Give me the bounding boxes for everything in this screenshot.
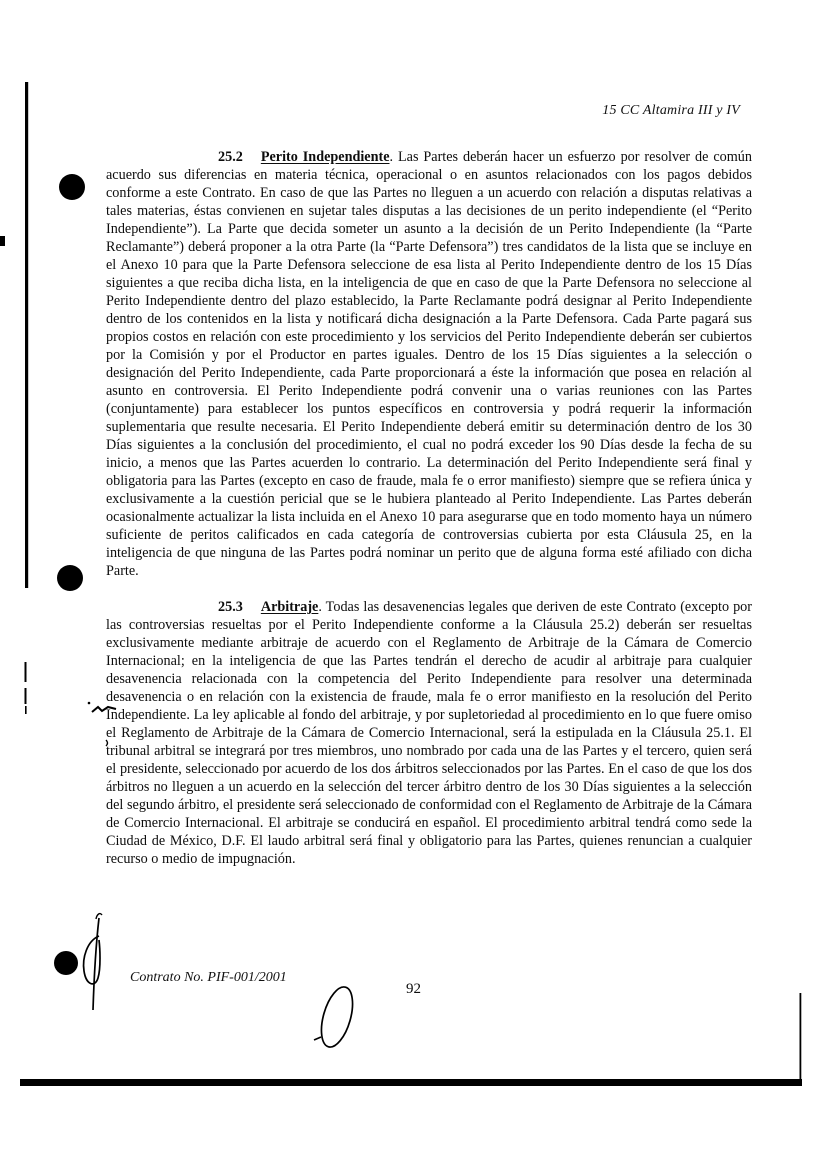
page-number: 92 [406, 981, 421, 997]
pen-ellipse-mark [315, 983, 358, 1050]
pen-loop-mark [84, 936, 100, 984]
section-perito-independiente [106, 148, 752, 580]
section-number: 25.2 [218, 149, 243, 165]
scan-edge-line-dash [25, 706, 27, 714]
section-body-text: . Las Partes deberán hacer un esfuerzo por resolver de común acuerdo sus diferencias en materia técnica, operacional o en asuntos relacionados con los pagos debidos conforme a este Contrato. En caso de que las Partes no lleguen a un acuerdo con relación a disputas relativas a tales materias, éstas convienen en sujetar tales disputas a las decisiones de un perito independiente (el “Perito Independiente”). La Parte que decida someter un asunto a la decisión de un Perito Independiente (la “Parte Reclamante”) deberá proponer a la otra Parte (la “Parte Defensora”) tres candidatos de la lista que se incluye en el Anexo 10 para que la Parte Defensora seleccione de esa lista al Perito Independiente dentro de los 15 Días siguientes a que reciba dicha lista, en la inteligencia de que en caso de que la Parte Defensora no seleccione al Perito Independiente dentro del plazo establecido, la Parte Reclamante podrá designar al Perito Independiente dentro de los contenidos en la lista y notificará dicha designación a la Parte Defensora. Cada Parte pagará sus propios costos en relación con este procedimiento y los servicios del Perito Independiente deberán ser cubiertos por la Comisión y por el Productor en partes iguales. Dentro de los 15 Días siguientes a la selección o designación del Perito Independiente, cada Parte proporcionará a éste la información que posea en relación al asunto en controversia. El Perito Independiente podrá convenir una o varias reuniones con las Partes (conjuntamente) para establecer los puntos específicos en controversia y podrá requerir la información suplementaria que resulte necesaria. El Perito Independiente deberá emitir su determinación dentro de los 30 Días siguientes a la conclusión del procedimiento, el cual no podrá exceder los 90 Días desde la fecha de su inicio, a menos que las Partes acuerden lo contrario. La determinación del Perito Independiente será final y obligatoria para las Partes (excepto en caso de fraude, mala fe o error manifiesto) siempre que se refiera única y exclusivamente a la cuestión pericial que se le hubiera planteado al Perito Independiente. Las Partes deberán ocasionalmente actualizar la lista incluida en el Anexo 10 para asegurarse que en todo momento haya un número suficiente de peritos calificados en cada categoría de controversias cubierta por esta Cláusula 25, en la inteligencia de que ninguna de las Partes podrá nominar un perito que de alguna forma esté afiliado con dicha Parte. [106, 149, 752, 579]
scan-edge-line-dash [25, 688, 27, 704]
contract-body [106, 148, 752, 868]
pen-hook-mark [96, 914, 102, 919]
scan-right-edge-line [800, 993, 802, 1079]
section-body-text: . Todas las desavenencias legales que deriven de este Contrato (excepto por las controversias resueltas por el Perito Independiente conforme a la Cláusula 25.2) deberán ser resueltas exclusivamente mediante arbitraje de acuerdo con el Reglamento de Arbitraje de la Cámara de Comercio Internacional; en la inteligencia de que las Partes tendrán el derecho de acudir al arbitraje para cualquier desavenencia relacionada con la competencia del Perito Independiente para resolver una determinada desavenencia o en relación con la existencia de fraude, mala fe o error manifiesto en la resolución del Perito Independiente. La ley aplicable al fondo del arbitraje, y por supletoriedad al procedimiento en lo que fuere omiso el Reglamento de Arbitraje de la Cámara de Comercio Internacional, será la estipulada en la Cláusula 25.1. El tribunal arbitral se integrará por tres miembros, uno nombrado por cada una de las Partes y el tercero, quien será el presidente, seleccionado por acuerdo de los dos árbitros seleccionados por las Partes. En el caso de que los dos árbitros no lleguen a un acuerdo en la selección del tercer árbitro dentro de los 30 Días siguientes a la selección del segundo árbitro, el presidente será seleccionado de conformidad con el Reglamento de Arbitraje de la Cámara de Comercio Internacional. El arbitraje se conducirá en español. El procedimiento arbitral tendrá como sede la Ciudad de México, D.F. El laudo arbitral será final y obligatorio para las Partes, quienes renuncian a cualquier recurso o medio de impugnación. [106, 599, 752, 867]
pen-stroke-mark [93, 918, 99, 1010]
section-title: Perito Independiente [260, 149, 390, 165]
footer-contract-number: Contrato No. PIF-001/2001 [130, 970, 287, 985]
header-annotation: 15 CC Altamira III y IV [602, 103, 740, 118]
scan-edge-tick [0, 236, 5, 246]
scan-bottom-bar [20, 1079, 802, 1086]
section-number: 25.3 [218, 599, 243, 615]
margin-scribble-dot [88, 702, 91, 705]
section-arbitraje [106, 598, 752, 868]
pen-tick-mark [314, 1037, 321, 1040]
scan-edge-line [25, 82, 28, 588]
hole-punch-mark [59, 174, 85, 200]
hole-punch-mark [57, 565, 83, 591]
hole-punch-mark [54, 951, 78, 975]
scan-edge-line-dash [25, 662, 27, 682]
section-title: Arbitraje [260, 599, 319, 615]
